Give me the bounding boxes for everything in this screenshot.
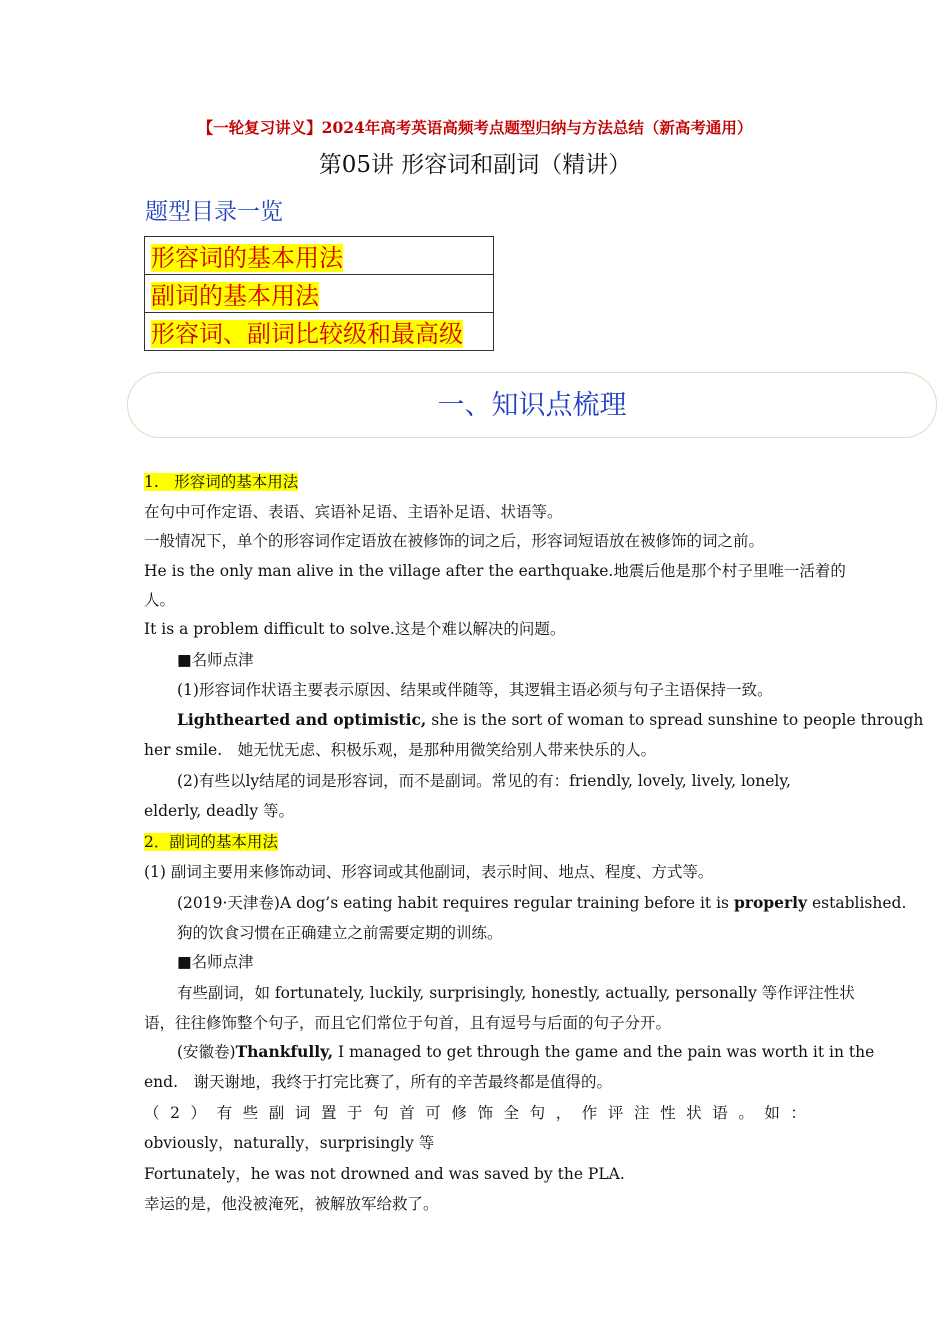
section-heading-text: 1. 形容词的基本用法: [144, 473, 299, 491]
section-heading: [144, 827, 806, 857]
bold-phrase: Thankfully,: [235, 1042, 334, 1061]
text-span: she is the sort of woman to spread sunshine to people through: [426, 711, 924, 729]
paragraph-line: [177, 888, 907, 918]
paragraph-line: 语，往往修饰整个句子，而且它们常位于句首，且有逗号与后面的句子分开。: [144, 1014, 672, 1032]
paragraph-line: 在句中可作定语、表语、宾语补足语、主语补足语、状语等。: [144, 503, 563, 521]
paragraph-line: end. 谢天谢地，我终于打完比赛了，所有的辛苦最终都是值得的。: [144, 1073, 613, 1091]
paragraph-line: obviously，naturally，surprisingly 等: [144, 1134, 435, 1152]
tip-label: ■名师点津: [177, 651, 254, 669]
bold-phrase: properly: [733, 893, 808, 912]
toc-cell: [145, 237, 494, 275]
toc-row: [145, 313, 494, 351]
toc-table: [144, 236, 494, 351]
paragraph-line: 人。: [144, 591, 176, 609]
paragraph-line: her smile. 她无忧无虑、积极乐观，是那种用微笑给别人带来快乐的人。: [144, 741, 657, 759]
paragraph-line: He is the only man alive in the village after the earthquake.地震后他是那个村子里唯一活着的: [144, 562, 846, 580]
paragraph-line: 幸运的是，他没被淹死，被解放军给救了。: [144, 1195, 439, 1213]
toc-row: [145, 237, 494, 275]
lecture-title: 第05讲 形容词和副词（精讲）: [318, 152, 632, 178]
toc-row: [145, 275, 494, 313]
toc-item: 形容词、副词比较级和最高级: [151, 320, 463, 348]
text-span: established.: [807, 894, 907, 912]
bold-phrase: Lighthearted and optimistic,: [177, 710, 427, 729]
tip-label: ■名师点津: [177, 953, 254, 971]
text-span: (2019·天津卷)A dog’s eating habit requires regular training before it is: [177, 894, 734, 912]
document-subtitle: 【一轮复习讲义】2024年高考英语高频考点题型归纳与方法总结（新高考通用）: [197, 118, 753, 137]
paragraph-line: 狗的饮食习惯在正确建立之前需要定期的训练。: [177, 924, 503, 942]
text-span: I managed to get through the game and the pain was worth it in the: [333, 1043, 875, 1061]
toc-item: 形容词的基本用法: [151, 244, 343, 272]
paragraph-line: (2)有些以ly结尾的词是形容词，而不是副词。常见的有：friendly, lovely, lively, lonely,: [177, 772, 791, 790]
paragraph-line: 一般情况下，单个的形容词作定语放在被修饰的词之后，形容词短语放在被修饰的词之前。: [144, 532, 765, 550]
paragraph-line: [177, 705, 924, 735]
toc-item: 副词的基本用法: [151, 282, 319, 310]
section-banner: 一、知识点梳理: [127, 372, 937, 438]
section-heading-text: 2．副词的基本用法: [144, 833, 278, 851]
toc-cell: [145, 313, 494, 351]
paragraph-line: It is a problem difficult to solve.这是个难以解决的问题。: [144, 620, 566, 638]
paragraph-line: (1) 副词主要用来修饰动词、形容词或其他副词，表示时间、地点、程度、方式等。: [144, 863, 714, 881]
paragraph-line: 有些副词，如 fortunately, luckily, surprisingly, honestly, actually, personally 等作评注性状: [177, 984, 855, 1002]
paragraph-line: Fortunately，he was not drowned and was saved by the PLA.: [144, 1165, 625, 1183]
paragraph-line: elderly, deadly 等。: [144, 802, 295, 820]
paragraph-line: （2）有些副词置于句首可修饰全句，作评注性状语。如：: [144, 1104, 806, 1122]
paragraph-line: (1)形容词作状语主要表示原因、结果或伴随等，其逻辑主语必须与句子主语保持一致。: [177, 681, 773, 699]
section-heading: [144, 467, 806, 497]
toc-heading: 题型目录一览: [145, 199, 283, 225]
paragraph-line: [177, 1037, 875, 1067]
toc-cell: [145, 275, 494, 313]
text-span: (安徽卷): [177, 1043, 236, 1061]
